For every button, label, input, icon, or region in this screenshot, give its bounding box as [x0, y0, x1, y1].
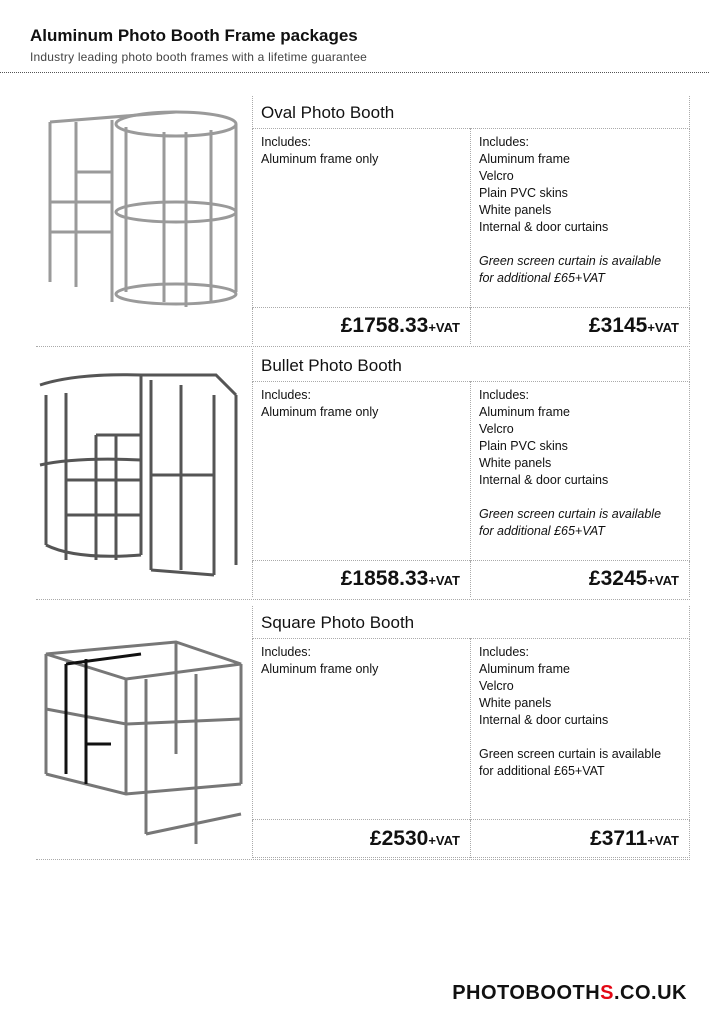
booth-bullet [36, 349, 690, 599]
oval-booth-image [36, 102, 250, 312]
includes-heading: Includes: [261, 135, 312, 149]
divider [0, 72, 709, 73]
includes-frame-only [252, 381, 470, 561]
booth-title: Oval Photo Booth [261, 103, 395, 122]
include-item: Aluminum frame [479, 152, 570, 166]
green-screen-note: for additional £65+VAT [479, 271, 605, 285]
includes-frame-only [252, 128, 470, 308]
vat-label: +VAT [647, 833, 679, 848]
booth-oval [36, 96, 690, 346]
price-frame-only [252, 308, 470, 344]
include-item: White panels [479, 456, 552, 470]
vat-label: +VAT [428, 320, 460, 335]
includes-heading: Includes: [261, 645, 312, 659]
includes-full-package [470, 128, 690, 308]
bullet-booth-image [36, 365, 250, 585]
vat-label: +VAT [428, 833, 460, 848]
price-amount: £3711 [590, 827, 648, 850]
square-booth-image [36, 624, 250, 849]
price-full-package [470, 561, 690, 597]
include-item: Aluminum frame [479, 662, 570, 676]
includes-heading: Includes: [479, 388, 530, 402]
include-item: Velcro [479, 679, 514, 693]
price-amount: £1758.33 [340, 314, 429, 337]
photobooths-logo [452, 982, 687, 1005]
include-item: Velcro [479, 169, 514, 183]
page-subtitle: Industry leading photo booth frames with a lifetime guarantee [30, 50, 368, 64]
vat-label: +VAT [647, 320, 679, 335]
price-amount: £3245 [588, 567, 648, 590]
green-screen-note: Green screen curtain is available [479, 507, 662, 521]
price-amount: £1858.33 [340, 567, 429, 590]
booth-title-box [252, 606, 690, 639]
include-item: Aluminum frame only [261, 662, 379, 676]
vat-label: +VAT [647, 573, 679, 588]
booth-square [36, 606, 690, 859]
green-screen-note: for additional £65+VAT [479, 764, 605, 778]
include-item: Internal & door curtains [479, 220, 609, 234]
vat-label: +VAT [428, 573, 460, 588]
price-amount: £2530 [369, 827, 429, 850]
price-amount: £3145 [588, 314, 648, 337]
include-item: White panels [479, 203, 552, 217]
page-title: Aluminum Photo Booth Frame packages [30, 26, 358, 45]
green-screen-note: Green screen curtain is available [479, 747, 662, 761]
include-item: White panels [479, 696, 552, 710]
includes-frame-only [252, 638, 470, 820]
include-item: Velcro [479, 422, 514, 436]
booth-title-box [252, 349, 690, 382]
include-item: Aluminum frame only [261, 405, 379, 419]
logo-text-domain: .CO.UK [614, 982, 687, 1004]
includes-heading: Includes: [479, 645, 530, 659]
price-full-package [470, 308, 690, 344]
price-full-package [470, 820, 690, 858]
price-frame-only [252, 820, 470, 858]
logo-text-accent: S [600, 982, 614, 1004]
include-item: Plain PVC skins [479, 439, 568, 453]
include-item: Internal & door curtains [479, 473, 609, 487]
includes-full-package [470, 381, 690, 561]
include-item: Plain PVC skins [479, 186, 568, 200]
price-frame-only [252, 561, 470, 597]
includes-heading: Includes: [479, 135, 530, 149]
logo-text: PHOTOBOOTH [452, 982, 601, 1004]
booth-title: Square Photo Booth [261, 613, 415, 632]
includes-heading: Includes: [261, 388, 312, 402]
include-item: Aluminum frame [479, 405, 570, 419]
include-item: Internal & door curtains [479, 713, 609, 727]
booth-title-box [252, 96, 690, 129]
includes-full-package [470, 638, 690, 820]
green-screen-note: Green screen curtain is available [479, 254, 662, 268]
green-screen-note: for additional £65+VAT [479, 524, 605, 538]
include-item: Aluminum frame only [261, 152, 379, 166]
booth-title: Bullet Photo Booth [261, 356, 402, 375]
